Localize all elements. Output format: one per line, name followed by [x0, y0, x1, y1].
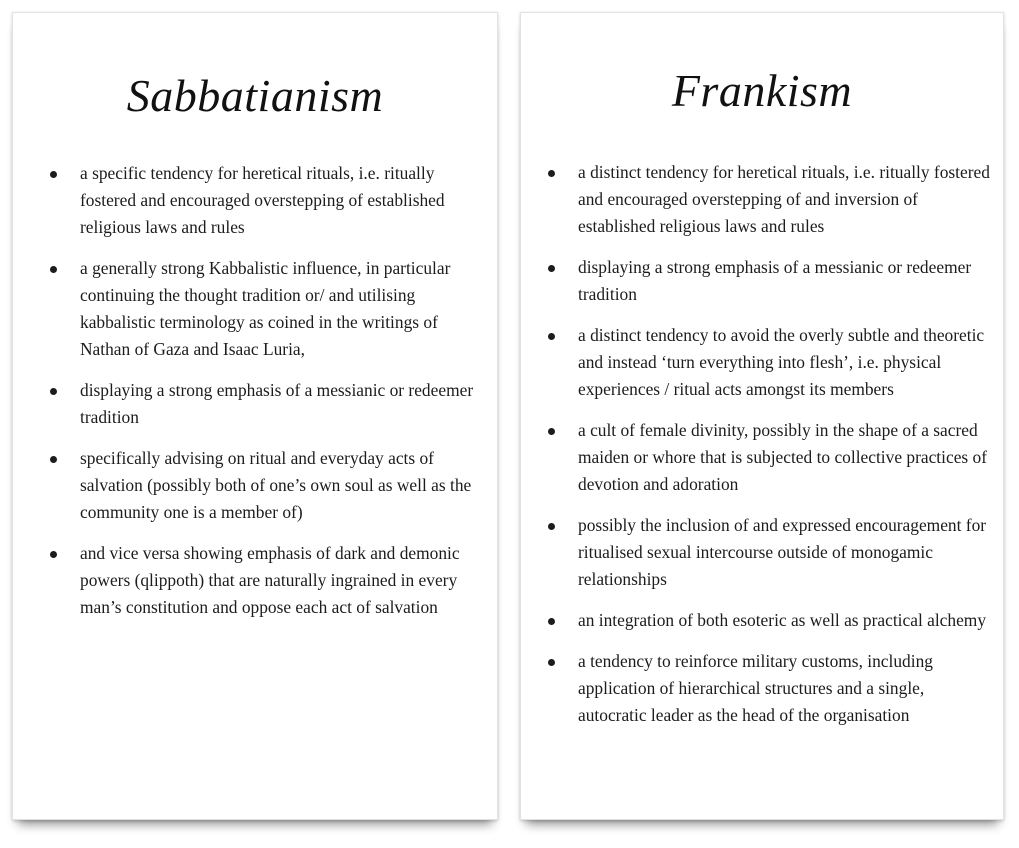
bullet-icon	[50, 266, 57, 273]
list-item	[47, 445, 479, 526]
list-item-text: a generally strong Kabbalistic influence, in particular continuing the thought tradition or/ and utilising kabbalistic terminology as coined in the writings of Nathan of Gaza and Isaac Luria,	[80, 258, 451, 359]
list-item-text: an integration of both esoteric as well as practical alchemy	[578, 610, 987, 630]
list-item-text: a specific tendency for heretical rituals, i.e. ritually fostered and encouraged overstepping of established religious laws and rules	[80, 163, 445, 237]
bullet-icon	[548, 170, 555, 177]
frankism-card	[520, 12, 1004, 820]
list-item-text: displaying a strong emphasis of a messianic or redeemer tradition	[578, 257, 972, 304]
list-item-text: a distinct tendency to avoid the overly subtle and theoretic and instead ‘turn everything into flesh’, i.e. physical experiences / ritual acts amongst its members	[578, 325, 985, 399]
list-item	[545, 607, 991, 634]
list-item	[545, 322, 991, 403]
frankism-bullet-list	[545, 159, 991, 743]
list-item-text: displaying a strong emphasis of a messianic or redeemer tradition	[80, 380, 474, 427]
sabbatianism-title: Sabbatianism	[126, 70, 384, 121]
sabbatianism-bullet-list	[47, 160, 479, 635]
bullet-icon	[50, 171, 57, 178]
list-item-text: specifically advising on ritual and everyday acts of salvation (possibly both of one’s own soul as well as the community one is a member of)	[80, 448, 472, 522]
list-item	[47, 255, 479, 363]
list-item-text: a cult of female divinity, possibly in the shape of a sacred maiden or whore that is subjected to collective practices of devotion and adoration	[578, 420, 988, 494]
list-item-text: and vice versa showing emphasis of dark and demonic powers (qlippoth) that are naturally ingrained in every man’s constitution and oppose each act of salvation	[80, 543, 460, 617]
sabbatianism-card	[12, 12, 498, 820]
list-item	[545, 648, 991, 729]
list-item	[47, 377, 479, 431]
bullet-icon	[548, 659, 555, 666]
bullet-icon	[548, 428, 555, 435]
list-item-text: possibly the inclusion of and expressed encouragement for ritualised sexual intercourse outside of monogamic relationships	[578, 515, 987, 589]
list-item	[545, 512, 991, 593]
list-item-text: a distinct tendency for heretical rituals, i.e. ritually fostered and encouraged overstepping of and inversion of established religious laws and rules	[578, 162, 990, 236]
frankism-title: Frankism	[671, 65, 853, 116]
list-item	[545, 254, 991, 308]
bullet-icon	[50, 456, 57, 463]
bullet-icon	[548, 333, 555, 340]
bullet-icon	[548, 618, 555, 625]
bullet-icon	[548, 523, 555, 530]
list-item	[47, 160, 479, 241]
list-item	[545, 417, 991, 498]
bullet-icon	[548, 265, 555, 272]
bullet-icon	[50, 551, 57, 558]
bullet-icon	[50, 388, 57, 395]
list-item	[545, 159, 991, 240]
list-item	[47, 540, 479, 621]
list-item-text: a tendency to reinforce military customs, including application of hierarchical structures and a single, autocratic leader as the head of the organisation	[578, 651, 933, 725]
